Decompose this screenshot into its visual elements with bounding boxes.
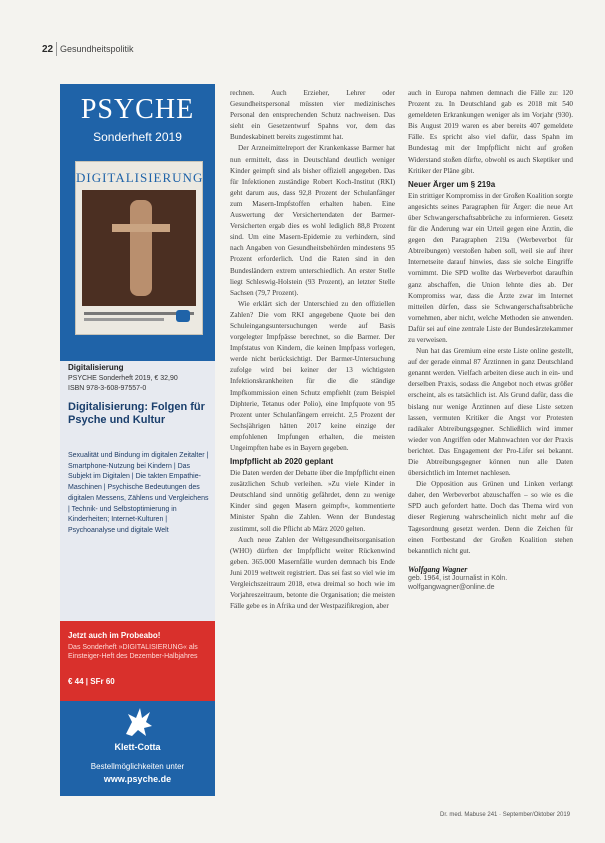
page-footer: Dr. med. Mabuse 241 · September/Oktober 2019 [440, 812, 571, 818]
page-number: 22 [42, 44, 54, 55]
paragraph: Nun hat das Gremium eine erste Liste online gestellt, auf der gerade einmal 87 Ärztinnen in ganz Deutschland genannt werden. Vielfach arbeiten diese auch in ein- und derselben Praxis, sodass die Angebot noch etwas größer erscheint, als es tatsächlich ist. Als Grund dafür, dass die bislang nur wenige Ärztinnen auf diese Liste setzen lassen, vermuten Kritiker die Angst vor Protesten radikaler Abtreibungsgegner. Schließlich wird immer wieder von Angriffen oder Mahnwachten vor der Praxis berichtet. Das Engagement der Pro-Lifer sei bekannt. Die Abtreibungsgegner können nun alle Daten übersichtlich im Internet nachlesen. [408, 347, 573, 478]
ad-brand-subtitle: Sonderheft 2019 [93, 130, 182, 144]
promo-box [60, 621, 215, 701]
article-column-2 [408, 88, 573, 592]
promo-body: Das Sonderheft »DIGITALISIERUNG« als Einsteiger-Heft des Dezember-Halbjahres [68, 644, 198, 660]
paragraph: Die Opposition aus Grünen und Linken verlangt daher, den Werbeverbot abzuschaffen – so wie es die SPD auch gefordert hatte. Doch das Thema wird von dieser Regierung wahrscheinlich nicht mehr auf die Tagesordnung gesetzt werden. Denn die Zeichen für einen Fortbestand der Großen Koalition stehen bekanntlich nicht gut. [408, 480, 573, 555]
paragraph: Auch neue Zahlen der Weltgesundheitsorganisation (WHO) dürften der Impfpflicht weiter Rückenwind geben. 365.000 Masernfälle wurden demnach bis Ende Juni 2019 weltweit registriert. Das sei fast so viel wie im Vergleichszeitraum 2018, etwa dreimal so hoch wie im Vorjahreszeitraum, betonte die Organisation; die meisten Fälle gebe es in Afrika und der Westpazifikregion, aber [230, 535, 395, 611]
magazine-cover [75, 161, 203, 335]
ad-price: PSYCHE Sonderheft 2019, € 32,90 [68, 375, 178, 382]
subheading: Impfpflicht ab 2020 geplant [230, 457, 334, 467]
ad-panel-body: Sexualität und Bindung im digitalen Zeitalter | Smartphone-Nutzung bei Kindern | Das Subjekt im Digitalen | Die takten Empathie-Maschinen | Psychische Bedeutungen des digitalen Messens, Zählens und Vergleichens | Technik- und Selbstoptimierung in Kinderheiten; Internet-Kulturen | Psychoanalyse und digitale Welt [68, 452, 209, 534]
sidebar-advertisement [60, 84, 215, 796]
ad-panel-title: Digitalisierung: Folgen für Psyche und Kultur [68, 401, 205, 426]
cover-image [82, 190, 196, 306]
cover-figure [130, 200, 152, 296]
promo-price: € 44 | SFr 60 [68, 677, 115, 686]
ad-panel-meta [68, 374, 213, 394]
publisher-name: Klett-Cotta [114, 742, 161, 752]
ad-isbn: ISBN 978-3-608-97557-0 [68, 385, 147, 392]
ad-brand-title: PSYCHE [80, 94, 195, 125]
paragraph: Der Arzneimittelreport der Krankenkasse Barmer hat nun ermittelt, dass in Deutschland deutlich weniger Kinder geimpft sind als bisher offiziell angegeben. Das für Infektionen zuständige Robert Koch-Institut (RKI) geht darum aus, dass 92,8 Prozent der Schulanfänger zum Masern-Impfstoffen erhalten haben. Eine Auswertung der Versichertendaten der Barmer-Versicherten ergab dies es wohl lediglich 88,8 Prozent sind. Um eine Masern-Epidemie zu verhindern, sind nach Angaben von Gesundheitsbehörden mindestens 95 Prozent erforderlich. Und die Raten sind in den Bundesländern extrem unterschiedlich. An erster Stelle liegt Schleswig-Holstein (93 Prozent), an letzter Stelle Sachsen (79,7 Prozent). [230, 144, 395, 297]
ad-panel-heading: Digitalisierung [68, 363, 124, 372]
griffin-logo-icon [120, 704, 156, 740]
paragraph: Ein strittiger Kompromiss in der Großen Koalition sorgte angesichts seines Paragraphen für Ärger: die neue Art über Schwangerschaftsabbrüche zu informieren. Gesetz für die Änderung war ein Urteil gegen eine Ärztin, die gegen den Paragraphen 219a (Werbeverbot für Abtreibungen) verstoßen haben soll, weil sie auf ihrer Internetseite darauf hinwies, dass sie solche Eingriffe vornimmt. Die SPD wollte das Werbeverbot daraufhin ganz abschaffen, die Union lehnte dies ab. Der Kompromiss war, dass die Ärzte zwar im Internet mitteilen dürfen, dass sie Schwangerschaftsabbrüche vornehmen, aber nicht, welche Methoden sie anwenden. Dafür sei auf eine zentrale Liste der Bundesärztekammer zu verweisen. [408, 191, 573, 344]
cover-title: DIGITALISIERUNG [76, 170, 204, 185]
paragraph: auch in Europa nahmen demnach die Fälle zu: 120 Prozent zu. In Deutschland gab es 2018 mit 540 gemeldeten Erkrankungen weniger als im Vorjahr (930). Bis August 2019 waren es aber bereits 407 gemeldete Fälle. Es spricht also viel dafür, dass Spahn im Bundestag mit der Impfpflicht nicht auf großen Widerstand stoßen dürfte, obwohl es auch Skeptiker und Kritiker der Pläne gibt. [408, 89, 573, 175]
order-url: www.psyche.de [103, 774, 172, 784]
cover-text-line [84, 318, 164, 321]
subheading: Neuer Ärger um § 219a [408, 179, 496, 189]
author-info: wolfgangwagner@online.de [408, 583, 495, 591]
cover-figure-arms [112, 224, 170, 232]
order-info: Bestellmöglichkeiten unter [90, 762, 185, 771]
header-divider [56, 42, 57, 56]
author-info: geb. 1964, ist Journalist in Köln. [408, 574, 508, 582]
paragraph: Die Daten werden der Debatte über die Impfpflicht einen zusätzlichen Schub verleihen. »Zu viele Kinder in Deutschland sind unnötig gefährdet, denn zu wenige Kinder sind gegen Masern geimpft«, kommentierte Minister Spahn die Zahlen. Wenn der Bundestag zustimmt, soll die Pflicht ab März 2020 gelten. [230, 469, 395, 533]
promo-heading: Jetzt auch im Probeabo! [68, 631, 161, 640]
section-title: Gesundheitspolitik [60, 44, 134, 54]
cover-publisher-logo [176, 310, 190, 322]
paragraph: Wie erklärt sich der Unterschied zu den offiziellen Zahlen? Die vom RKI angegebene Quote bei den Schuleingangsuntersuchungen werde auf Basis vorgelegter Impfpässe berechnet, so die Barmer. Der Impfstatus von Kindern, die keinen Impfpass vorlegen, werde nicht berücksichtigt. Der Barmer-Untersuchung zufolge wird bei keiner der 13 wichtigsten Infektionskrankheiten für die die ständige Impfkommission einen Schutz empfiehlt (zum Beispiel Diphterie, Tetanus oder Polio), eine Impfquote von 95 Prozent unter Schulanfängern erreicht. 2,5 Prozent der Sechsjährigen hätten 2017 keine einzige der empfohlenen Impfungen erhalten, die meisten Ungeimpften habe es in Bayern gegeben. [230, 299, 395, 452]
paragraph: rechnen. Auch Erzieher, Lehrer oder Gesundheitspersonal müssten vier medizinisches Personal den entsprechenden Schutz nachweisen. Das sieht ein Gesetzentwurf Spahns vor, dem das Bundeskabinett bereits zugestimmt hat. [230, 89, 395, 142]
article-column-1 [230, 88, 395, 612]
author-name: Wolfgang Wagner [408, 564, 468, 574]
